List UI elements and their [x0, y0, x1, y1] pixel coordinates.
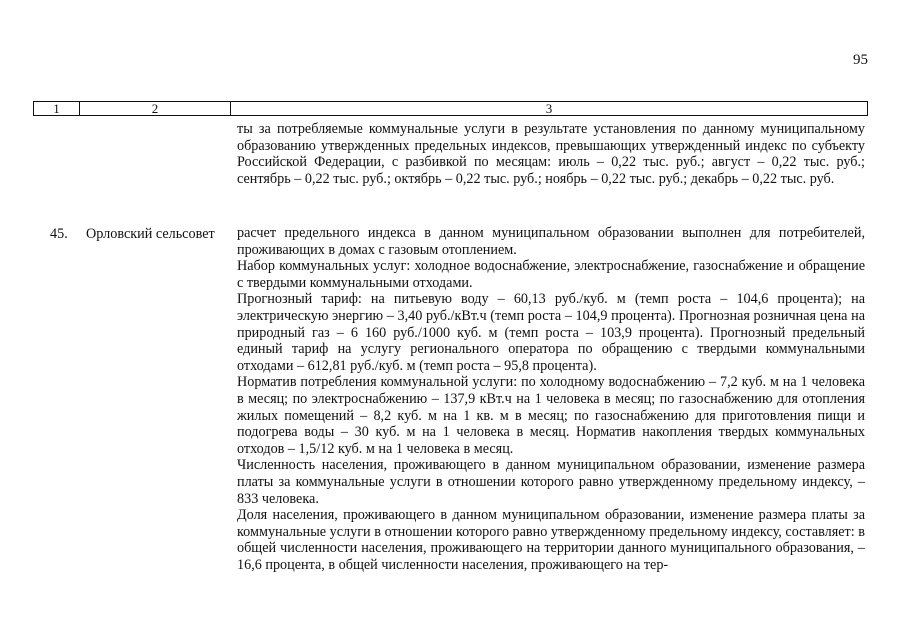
- row-description: [237, 225, 865, 573]
- paragraph-forecast-tariff: Прогнозный тариф: на питьевую воду – 60,13 руб./куб. м (темп роста – 104,6 процента); на электрическую энергию – 3,40 руб./кВт.ч (темп роста – 104,9 процента). Прогнозная розничная цена на природный газ – 6 160 руб./1000 куб. м (темп роста – 103,9 процента). Прогнозный предельный единый тариф на услугу регионального оператора по обращению с твердыми коммунальными отходами – 612,81 руб./куб. м (темп роста – 95,8 процента).: [237, 291, 865, 374]
- paragraph-services-set: Набор коммунальных услуг: холодное водоснабжение, электроснабжение, газоснабжение и обращение с твердыми коммунальными отходами.: [237, 258, 865, 291]
- continuation-paragraph: ты за потребляемые коммунальные услуги в результате установления по данному муниципальному образованию утвержденных предельных индексов, превышающих утвержденный индекс по субъекту Российской Федерации, с разбивкой по месяцам: июль – 0,22 тыс. руб.; август – 0,22 тыс. руб.; сентябрь – 0,22 тыс. руб.; октябрь – 0,22 тыс. руб.; ноябрь – 0,22 тыс. руб.; декабрь – 0,22 тыс. руб.: [237, 121, 865, 187]
- row-municipality-name: Орловский сельсовет: [86, 226, 215, 242]
- paragraph-consumption-norm: Норматив потребления коммунальной услуги: по холодному водоснабжению – 7,2 куб. м на 1 человека в месяц; по электроснабжению – 137,9 кВт.ч на 1 человека в месяц; по газоснабжению для отопления жилых помещений – 8,2 куб. м на 1 кв. м в месяц; по газоснабжению для приготовления пищи и подогрева воды – 30 куб. м на 1 человека в месяц. Норматив накопления твердых коммунальных отходов – 1,5/12 куб. м на 1 человека в месяц.: [237, 374, 865, 457]
- column-header-3: 3: [231, 102, 868, 116]
- paragraph-heating-note: расчет предельного индекса в данном муниципальном образовании выполнен для потребителей, проживающих в домах с газовым отоплением.: [237, 225, 865, 258]
- column-header-2: 2: [80, 102, 231, 116]
- paragraph-population-share: Доля населения, проживающего в данном муниципальном образовании, изменение размера платы за коммунальные услуги в отношении которого равно утвержденному предельному индексу, составляет: в общей численности населения, проживающего на территории данного муниципального образования, – 16,6 процента, в общей численности населения, проживающего на тер-: [237, 507, 865, 573]
- continuation-text: [237, 121, 865, 187]
- column-header-1: 1: [34, 102, 80, 116]
- row-number: 45.: [50, 226, 68, 242]
- page-number: 95: [853, 52, 868, 68]
- paragraph-population-count: Численность населения, проживающего в данном муниципальном образовании, изменение размера платы за коммунальные услуги в отношении которого равно утвержденному предельному индексу, – 833 человека.: [237, 457, 865, 507]
- table-header: [33, 101, 868, 116]
